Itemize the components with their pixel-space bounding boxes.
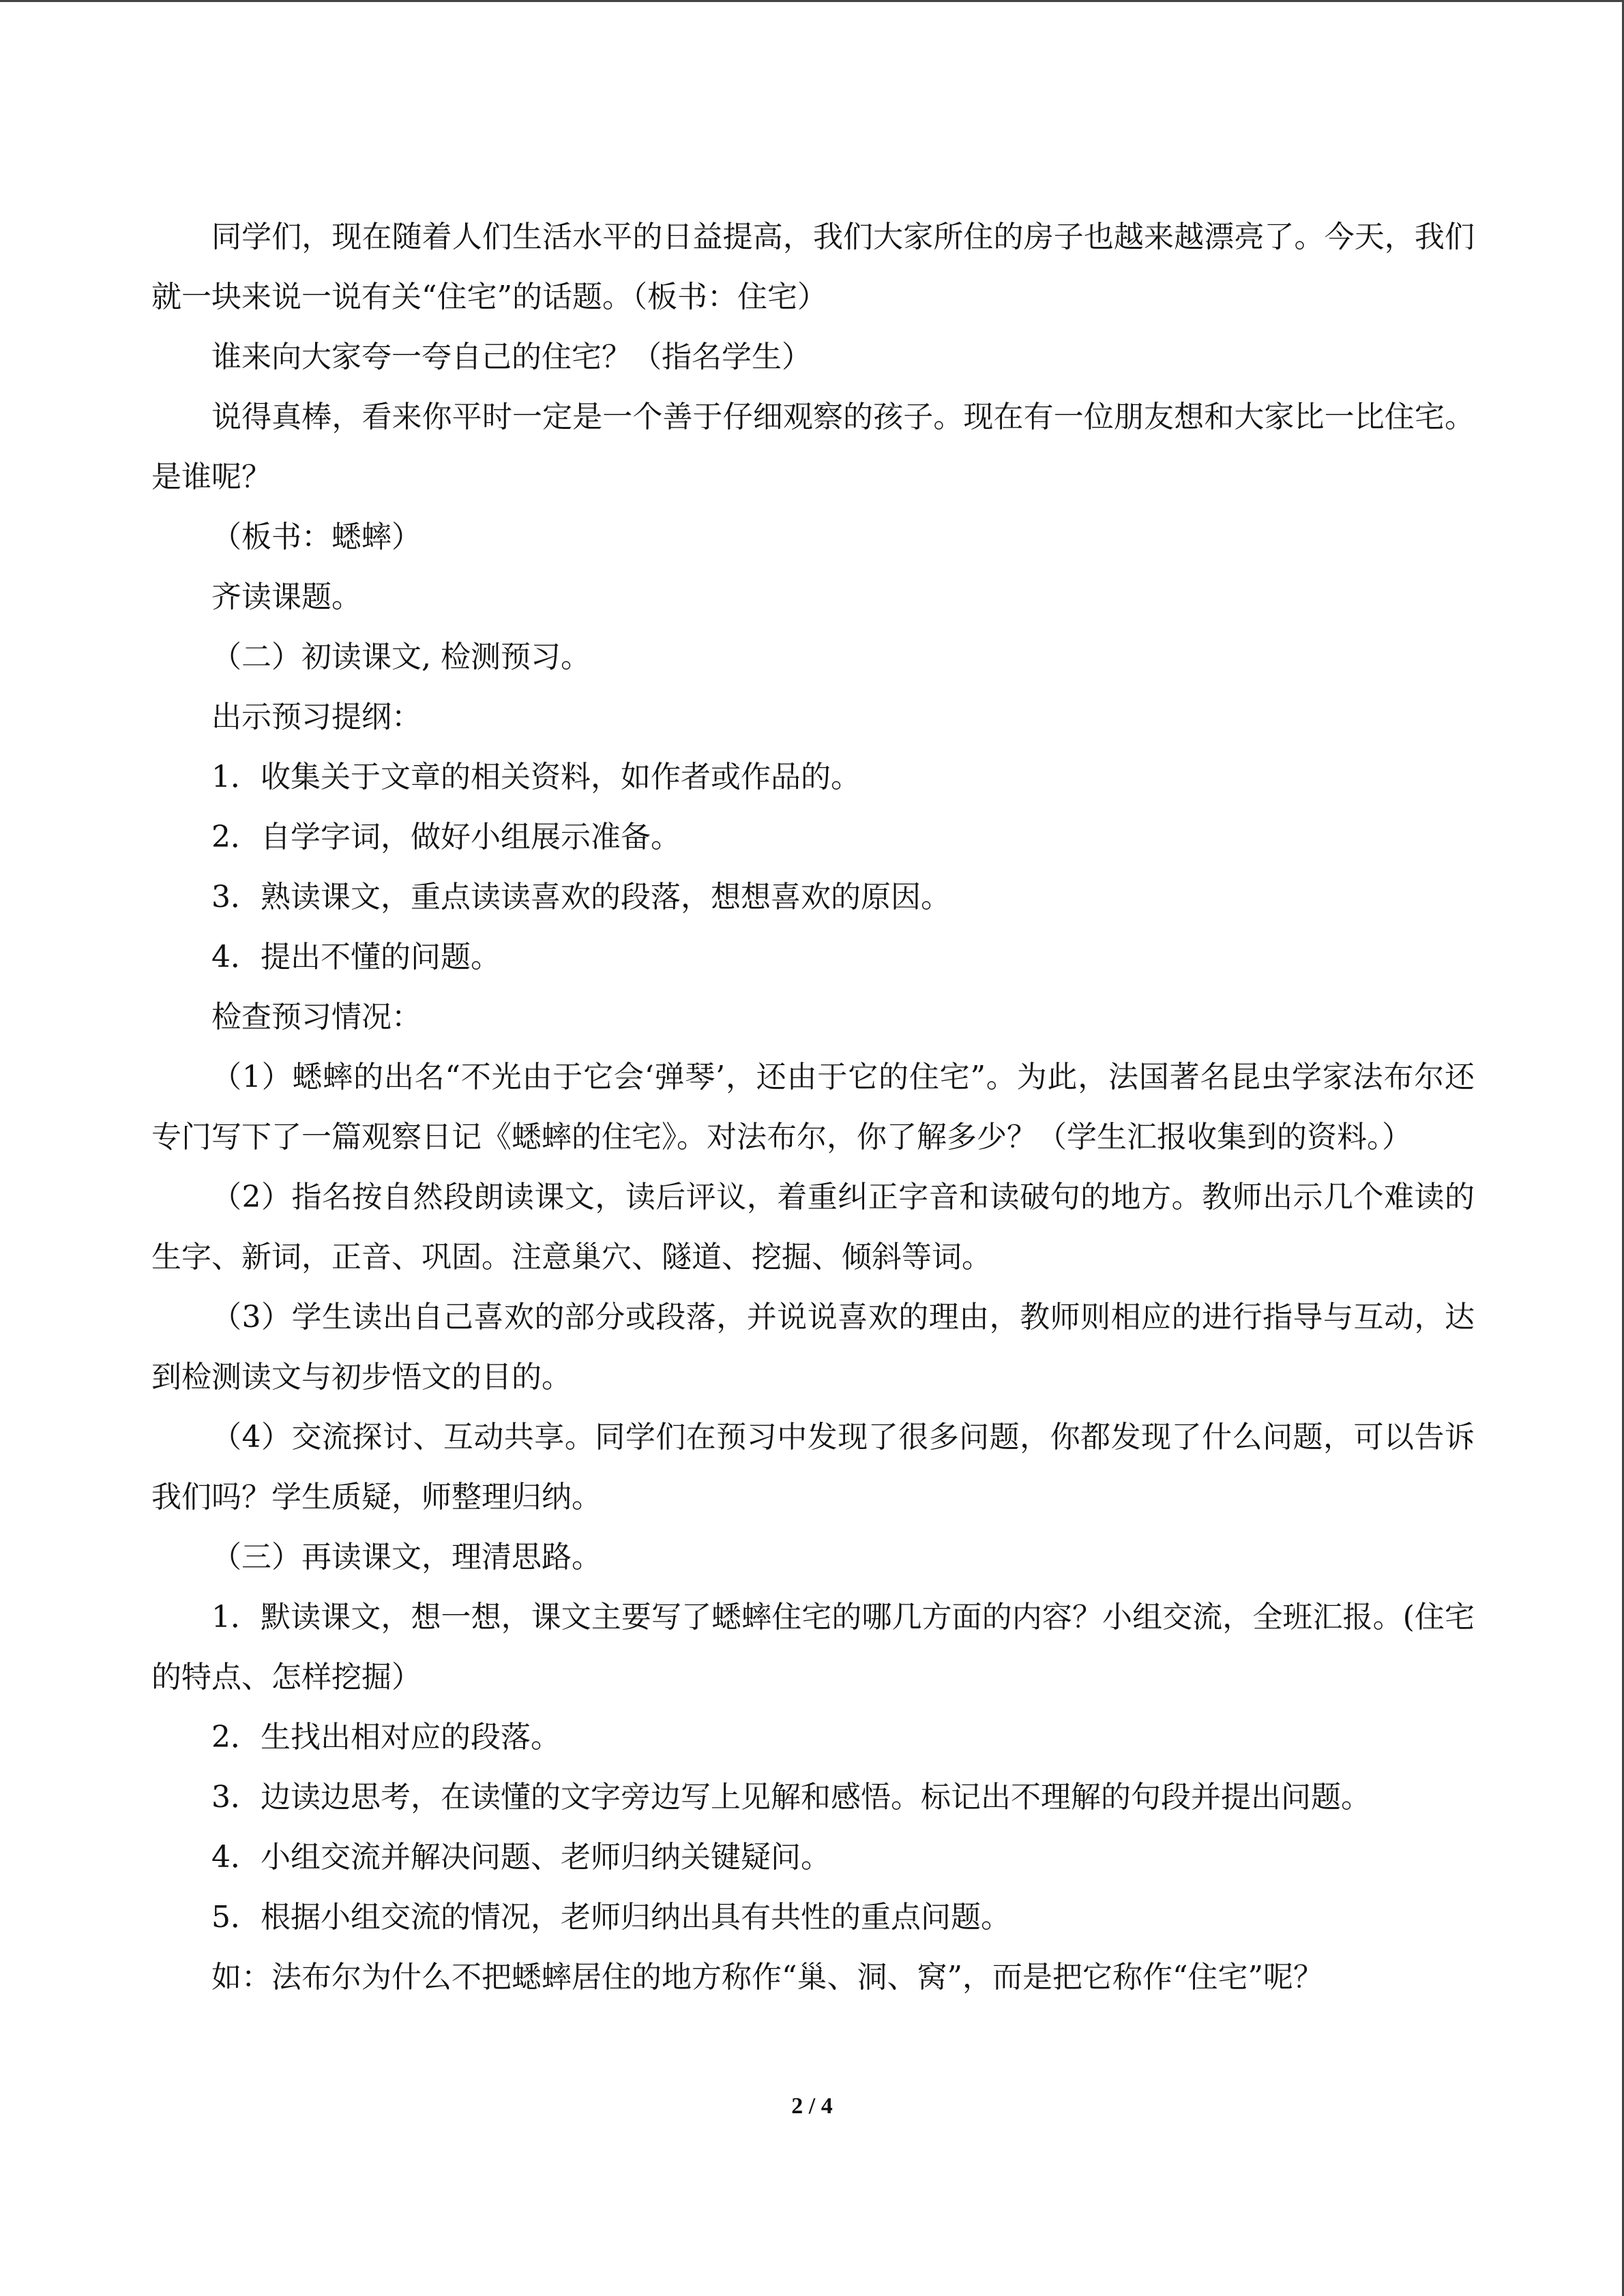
paragraph-outline: 出示预习提纲： (211, 700, 422, 734)
paragraph-read-title: 齐读课题。 (211, 580, 361, 614)
paragraph-intro: 同学们，现在随着人们生活水平的日益提高，我们大家所住的房子也越来越漂亮了。今天，我们就一块来说一说有关“住宅”的话题。（板书：住宅） (151, 220, 1475, 314)
list-item: 3．边读边思考，在读懂的文字旁边写上见解和感悟。标记出不理解的句段并提出问题。 (211, 1780, 1371, 1815)
list-item: 3．熟读课文，重点读读喜欢的段落，想想喜欢的原因。 (211, 880, 951, 914)
paragraph-board-cricket: （板书：蟋蟀） (211, 520, 422, 554)
list-item: 4．小组交流并解决问题、老师归纳关键疑问。 (211, 1840, 831, 1875)
paragraph-check-preview: 检查预习情况： (211, 1000, 422, 1034)
list-item: （1）蟋蟀的出名“不光由于它会‘弹琴’，还由于它的住宅”。为此，法国著名昆虫学家法布尔还专门写下了一篇观察日记《蟋蟀的住宅》。对法布尔，你了解多少？（学生汇报收集到的资料。） (151, 1060, 1475, 1154)
list-item: 2．生找出相对应的段落。 (211, 1720, 561, 1755)
list-item: 1．收集关于文章的相关资料，如作者或作品的。 (211, 760, 861, 794)
list-item: 2．自学字词，做好小组展示准备。 (211, 820, 681, 854)
section-heading-2: （二）初读课文, 检测预习。 (211, 640, 591, 674)
list-item: （4）交流探讨、互动共享。同学们在预习中发现了很多问题，你都发现了什么问题，可以告诉我们吗？学生质疑，师整理归纳。 (151, 1420, 1475, 1515)
list-item: 4．提出不懂的问题。 (211, 940, 501, 974)
list-item: 5．根据小组交流的情况，老师归纳出具有共性的重点问题。 (211, 1900, 1011, 1935)
section-heading-3: （三）再读课文，理清思路。 (211, 1540, 602, 1575)
paragraph-praise-home: 谁来向大家夸一夸自己的住宅？（指名学生） (211, 340, 812, 374)
list-item: （2）指名按自然段朗读课文，读后评议，着重纠正字音和读破句的地方。教师出示几个难读的生字、新词，正音、巩固。注意巢穴、隧道、挖掘、倾斜等词。 (151, 1180, 1475, 1274)
paragraph-compare-home: 说得真棒，看来你平时一定是一个善于仔细观察的孩子。现在有一位朋友想和大家比一比住宅。是谁呢？ (151, 400, 1475, 494)
list-item: 1．默读课文，想一想，课文主要写了蟋蟀住宅的哪几方面的内容？小组交流，全班汇报。(住宅的特点、怎样挖掘） (151, 1600, 1475, 1695)
paragraph-example-question: 如：法布尔为什么不把蟋蟀居住的地方称作“巢、洞、窝”，而是把它称作“住宅”呢？ (211, 1960, 1323, 1995)
document-body (151, 207, 1475, 2008)
page-number: 2 / 4 (791, 2093, 833, 2119)
list-item: （3）学生读出自己喜欢的部分或段落，并说说喜欢的理由，教师则相应的进行指导与互动，达到检测读文与初步悟文的目的。 (151, 1300, 1475, 1395)
page-border-top (0, 0, 1624, 2)
